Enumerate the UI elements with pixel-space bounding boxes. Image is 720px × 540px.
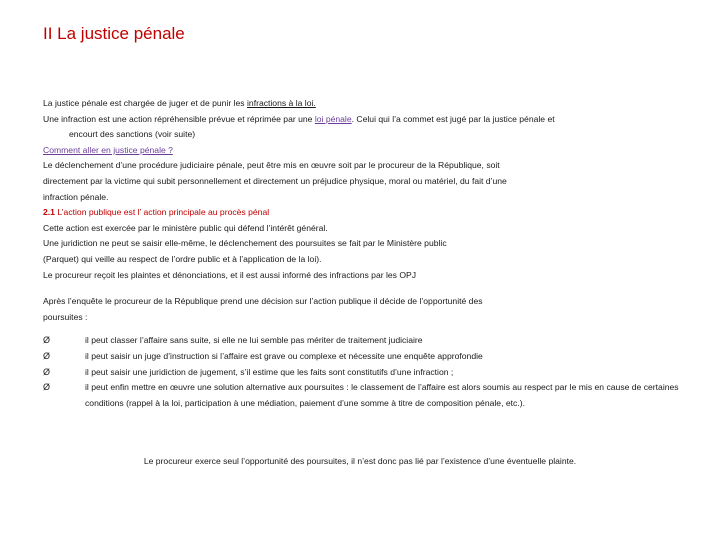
- enquete-line-2: poursuites :: [43, 311, 88, 322]
- intro-paragraph: [43, 96, 683, 112]
- infractions-link[interactable]: infractions à la loi.: [247, 98, 316, 108]
- definition-text-end: . Celui qui l’a commet est jugé par la justice pénale et: [351, 113, 555, 124]
- list-item: [43, 333, 683, 349]
- procedure-line-1: Le déclenchement d’une procédure judiciaire pénale, peut être mis en œuvre soit par le procureur de la République, soit: [43, 160, 500, 171]
- body-text: [43, 96, 683, 411]
- list-item-text: il peut saisir une juridiction de jugement, s’il estime que les faits sont constitutifs d’une infraction ;: [85, 366, 454, 377]
- list-item: [43, 380, 683, 411]
- list-item: [43, 349, 683, 365]
- conclusion-paragraph: Le procureur exerce seul l’opportunité des poursuites, il n’est donc pas lié par l’existence d’une éventuelle plainte.: [143, 456, 577, 466]
- list-item-text: il peut enfin mettre en œuvre une solution alternative aux poursuites : le classement de l’affaire est alors soumis au respect par le mis en cause de certaines conditions (rappel à la loi, participation à une médiation, paiement d’une somme à titre de composition pénale, etc.).: [85, 382, 679, 408]
- enquete-line-1: Après l’enquête le procureur de la République prend une décision sur l’action publique il décide de l’opportunité des: [43, 296, 483, 307]
- arrow-bullet-icon: Ø: [43, 350, 51, 361]
- definition-text: Une infraction est une action répréhensible prévue et réprimée par une: [43, 113, 315, 124]
- section-number: 2.1: [43, 207, 55, 218]
- definition-continuation: encourt des sanctions (voir suite): [69, 129, 196, 140]
- list-item-text: il peut classer l’affaire sans suite, si elle ne lui semble pas mériter de traitement judiciaire: [85, 335, 423, 346]
- ministere-line-1: Cette action est exercée par le ministère public qui défend l’intérêt général.: [43, 222, 328, 233]
- list-item: [43, 365, 683, 381]
- procedure-line-2: directement par la victime qui subit personnellement et directement un préjudice physique, moral ou matériel, du fait d’une: [43, 175, 507, 186]
- list-item-text: il peut saisir un juge d’instruction si l’affaire est grave ou complexe et nécessite une enquête approfondie: [85, 350, 483, 361]
- section-heading-comment[interactable]: Comment aller en justice pénale ?: [43, 144, 173, 155]
- arrow-bullet-icon: Ø: [43, 366, 51, 377]
- intro-text: La justice pénale est chargée de juger et de punir les: [43, 98, 247, 108]
- arrow-bullet-icon: Ø: [43, 335, 51, 346]
- ministere-line-3: (Parquet) qui veille au respect de l’ordre public et à l’application de la loi).: [43, 253, 322, 264]
- ministere-line-4: Le procureur reçoit les plaintes et dénonciations, et il est aussi informé des infractions par les OPJ: [43, 269, 417, 280]
- section-heading-text: L’action publique est l’ action principale au procès pénal: [54, 207, 270, 218]
- page-title: II La justice pénale: [43, 24, 185, 43]
- ministere-line-2: Une juridiction ne peut se saisir elle-même, le déclenchement des poursuites se fait par le Ministère public: [43, 238, 447, 249]
- procedure-line-3: infraction pénale.: [43, 191, 109, 202]
- definition-paragraph: [43, 112, 683, 128]
- spacer: [43, 283, 683, 294]
- loi-penale-link[interactable]: loi pénale: [314, 113, 352, 124]
- arrow-bullet-icon: Ø: [43, 382, 51, 393]
- options-list: [43, 333, 683, 411]
- section-heading-action-publique: [43, 205, 683, 221]
